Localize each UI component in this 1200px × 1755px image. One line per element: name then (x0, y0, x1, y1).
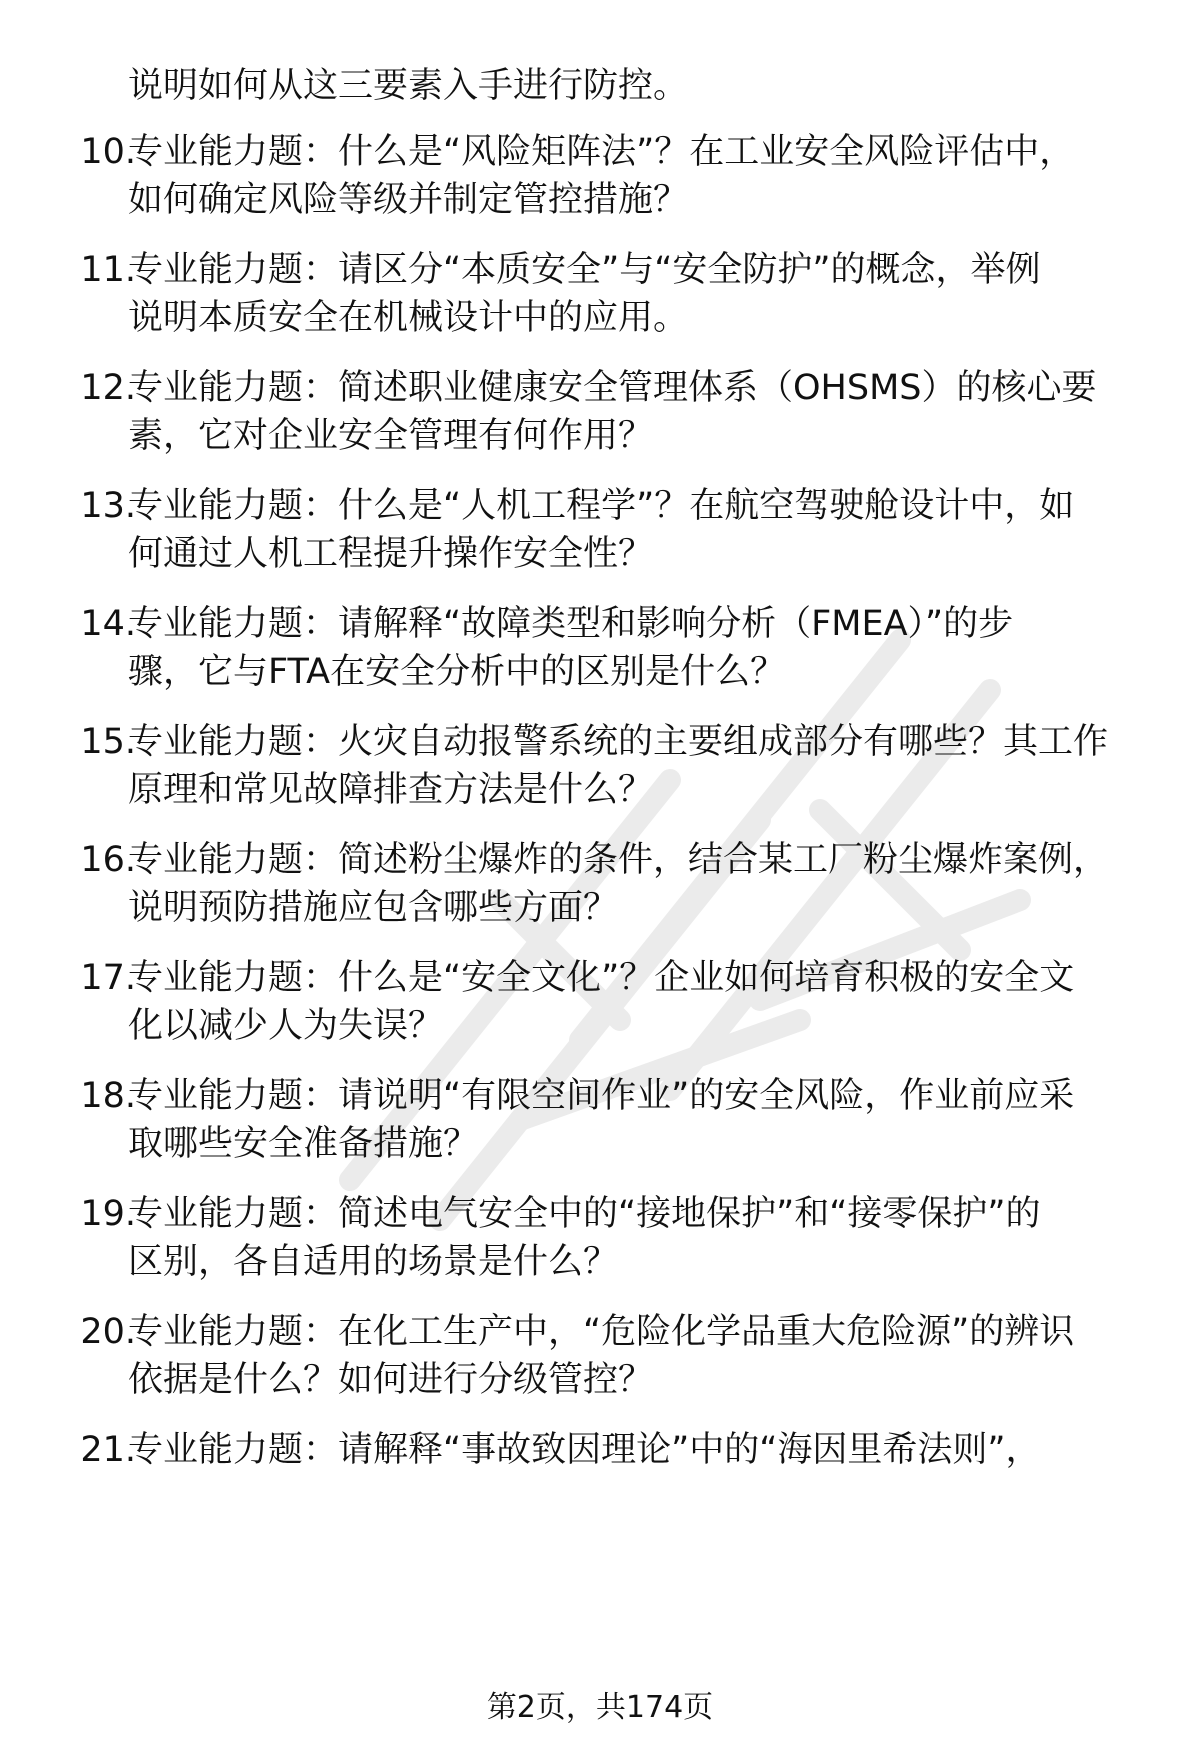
question-number: 21. (80, 1430, 136, 1470)
question-text-line: 说明预防措施应包含哪些方面？ (128, 888, 619, 928)
question-text-line: 专业能力题：简述电气安全中的“接地保护”和“接零保护”的 (128, 1194, 1041, 1234)
question-text-line: 骤，它与FTA在安全分析中的区别是什么？ (128, 652, 786, 692)
question-text-line: 专业能力题：简述职业健康安全管理体系（OHSMS）的核心要 (128, 368, 1097, 408)
question-text-line: 如何确定风险等级并制定管控措施？ (128, 180, 689, 220)
page-footer: 第2页，共174页 (486, 1690, 714, 1725)
question-number: 18. (80, 1076, 136, 1116)
question-text-line: 专业能力题：什么是“安全文化”？企业如何培育积极的安全文 (128, 958, 1075, 998)
question-number: 13. (80, 486, 136, 526)
question-text-line: 专业能力题：请解释“事故致因理论”中的“海因里希法则”， (128, 1430, 1041, 1470)
question-text-line: 原理和常见故障排查方法是什么？ (128, 770, 654, 810)
question-text-line: 专业能力题：在化工生产中，“危险化学品重大危险源”的辨识 (128, 1312, 1075, 1352)
question-number: 12. (80, 368, 136, 408)
question-text-line: 说明本质安全在机械设计中的应用。 (128, 298, 689, 338)
question-text-line: 专业能力题：请区分“本质安全”与“安全防护”的概念，举例 (128, 250, 1041, 290)
question-text-line: 专业能力题：请解释“故障类型和影响分析（FMEA）”的步 (128, 604, 1014, 644)
question-text-line: 专业能力题：火灾自动报警系统的主要组成部分有哪些？其工作 (128, 722, 1109, 762)
question-text-line: 区别，各自适用的场景是什么？ (128, 1242, 619, 1282)
question-number: 19. (80, 1194, 136, 1234)
question-text-line: 素，它对企业安全管理有何作用？ (128, 416, 654, 456)
question-number: 15. (80, 722, 136, 762)
question-text-line: 专业能力题：什么是“风险矩阵法”？在工业安全风险评估中， (128, 132, 1075, 172)
question-number: 17. (80, 958, 136, 998)
question-text-line: 取哪些安全准备措施？ (128, 1124, 479, 1164)
question-number: 11. (80, 250, 136, 290)
question-text-line: 专业能力题：什么是“人机工程学”？在航空驾驶舱设计中，如 (128, 486, 1075, 526)
continuation-text: 说明如何从这三要素入手进行防控。 (128, 66, 689, 106)
question-number: 10. (80, 132, 136, 172)
question-text-line: 专业能力题：请说明“有限空间作业”的安全风险，作业前应采 (128, 1076, 1075, 1116)
question-text-line: 何通过人机工程提升操作安全性？ (128, 534, 654, 574)
question-number: 20. (80, 1312, 136, 1352)
question-text-line: 化以减少人为失误？ (128, 1006, 444, 1046)
question-number: 16. (80, 840, 136, 880)
question-text-line: 专业能力题：简述粉尘爆炸的条件，结合某工厂粉尘爆炸案例， (128, 840, 1109, 880)
question-number: 14. (80, 604, 136, 644)
question-text-line: 依据是什么？如何进行分级管控？ (128, 1360, 654, 1400)
